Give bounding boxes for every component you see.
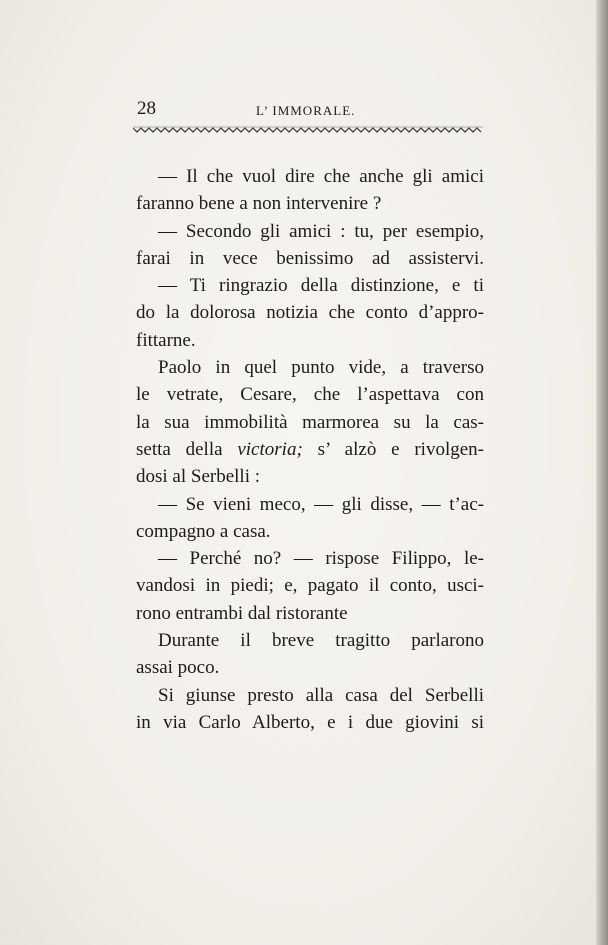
text-line: rono entrambi dal ristorante <box>136 602 348 624</box>
running-title: L’ IMMORALE. <box>256 103 356 118</box>
text-line: — Se vieni meco, — gli disse, — t’ac- <box>158 493 484 515</box>
text-line: la sua immobilità marmorea su la cas- <box>136 411 484 433</box>
text-line: le vetrate, Cesare, che l’aspettava con <box>136 384 484 406</box>
text-line: — Secondo gli amici : tu, per esempio, <box>158 220 484 242</box>
text-line: assai poco. <box>136 657 220 679</box>
text-line: compagno a casa. <box>136 520 271 542</box>
text-line: dosi al Serbelli : <box>136 466 261 488</box>
text-line: farai in vece benissimo ad assistervi. <box>136 247 484 269</box>
body-text <box>136 163 484 736</box>
text-line: — Il che vuol dire che anche gli amici <box>158 166 484 187</box>
text-line: in via Carlo Alberto, e i due giovini si <box>136 711 484 733</box>
text-line: Si giunse presto alla casa del Serbelli <box>158 684 484 706</box>
text-line: Durante il breve tragitto parlarono <box>158 630 484 652</box>
page-number: 28 <box>137 98 156 119</box>
text-line: faranno bene a non intervenire ? <box>136 193 382 215</box>
text-segment: setta della <box>136 438 223 460</box>
page-header <box>135 98 485 122</box>
page-edge-shadow <box>596 0 608 945</box>
text-line: — Ti ringrazio della distinzione, e ti <box>158 275 484 297</box>
italic-word: victoria; <box>237 438 303 460</box>
text-line: do la dolorosa notizia che conto d’appro- <box>136 302 484 324</box>
text-line-mixed <box>136 436 484 463</box>
text-segment: s’ alzò e rivolgen- <box>317 438 484 460</box>
text-line: — Perché no? — rispose Filippo, le- <box>158 548 484 570</box>
header-ornament-rule <box>133 124 483 136</box>
text-line: Paolo in quel punto vide, a traverso <box>158 357 484 379</box>
text-line: vandosi in piedi; e, pagato il conto, usci- <box>136 575 484 597</box>
text-line: fittarne. <box>136 329 196 351</box>
